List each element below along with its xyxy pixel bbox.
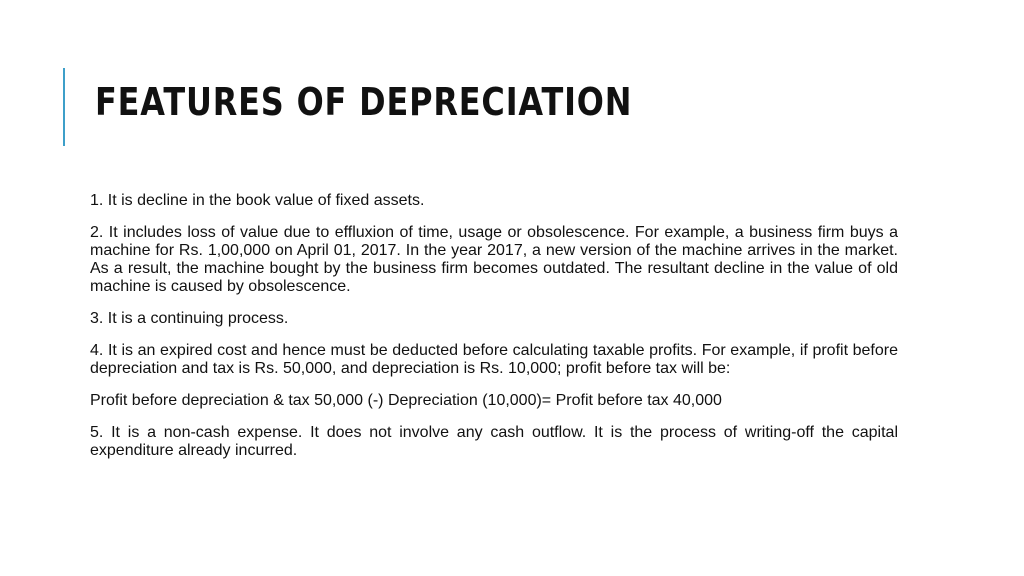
feature-paragraph-4: 4. It is an expired cost and hence must be deducted before calculating taxable profits. For example, if profit before depreciation and tax is Rs. 50,000, and depreciation is Rs. 10,000; profit before tax will be: [90,342,898,377]
feature-paragraph-2: 2. It includes loss of value due to effluxion of time, usage or obsolescence. For example, a business firm buys a machine for Rs. 1,00,000 on April 01, 2017. In the year 2017, a new version of the machine arrives in the market. As a result, the machine bought by the business firm becomes outdated. The resultant decline in the value of old machine is caused by obsolescence. [90,224,898,295]
feature-paragraph-1: 1. It is decline in the book value of fixed assets. [90,192,425,209]
title-accent-bar [63,68,65,146]
slide-title: FEATURES OF DEPRECIATION [95,80,633,124]
profit-calculation-line: Profit before depreciation & tax 50,000 (-) Depreciation (10,000)= Profit before tax 40,000 [90,392,722,409]
feature-paragraph-5: 5. It is a non-cash expense. It does not involve any cash outflow. It is the process of writing-off the capital expenditure already incurred. [90,424,898,459]
slide-body [90,192,898,474]
feature-paragraph-3: 3. It is a continuing process. [90,310,289,327]
